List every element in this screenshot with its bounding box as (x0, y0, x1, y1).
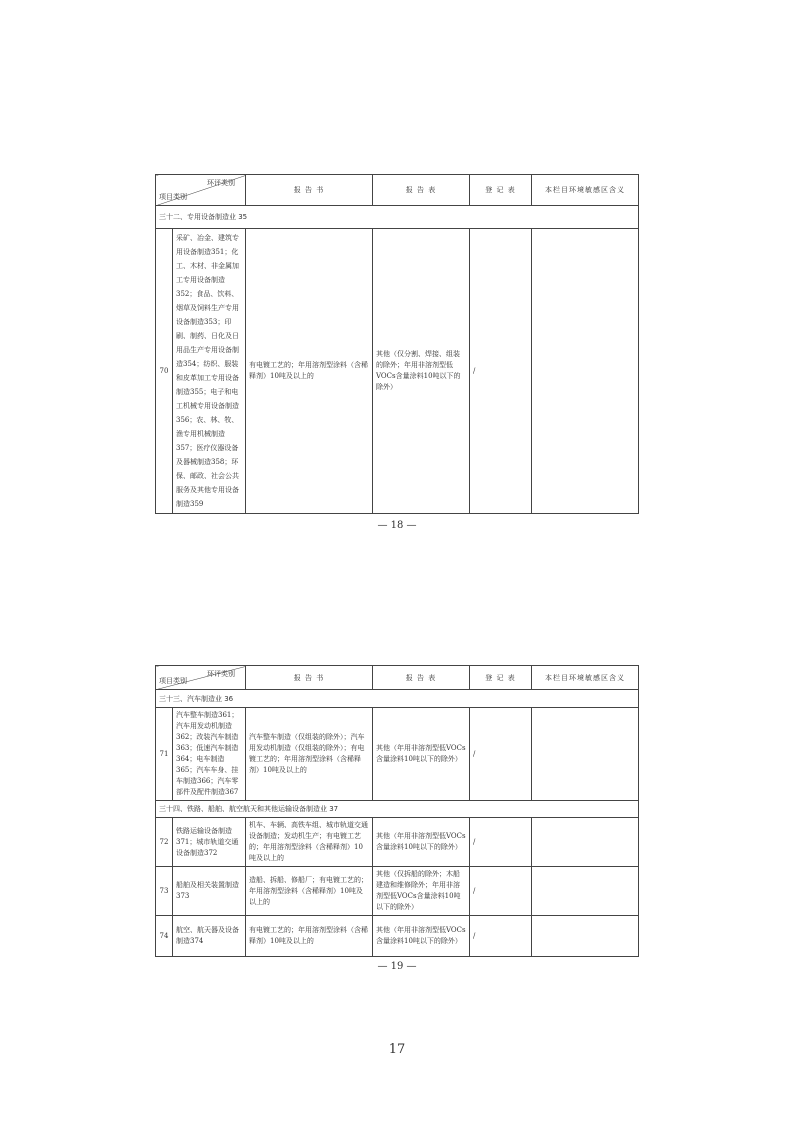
report-table-cell: 其他（年用非溶剂型低VOCs含量涂料10吨以下的除外） (373, 818, 470, 867)
table-row (156, 818, 639, 867)
row-number: 74 (156, 916, 173, 957)
col-report-table: 报 告 表 (373, 175, 470, 206)
env-category-label: 环评类别 (207, 179, 235, 187)
item-category-label: 项目类别 (159, 193, 187, 201)
report-table-cell: 其他（仅分割、焊接、组装的除外；年用非溶剂型低VOCs含量涂料10吨以下的除外） (373, 229, 470, 514)
table-row (156, 708, 639, 801)
diagonal-header-cell (156, 666, 246, 690)
report-table-cell: 其他（年用非溶剂型低VOCs含量涂料10吨以下的除外） (373, 708, 470, 801)
table-row (156, 229, 639, 514)
report-book-cell: 有电镀工艺的；年用溶剂型涂料（含稀释剂）10吨及以上的 (246, 916, 373, 957)
table-header (156, 175, 639, 206)
category-cell: 铁路运输设备制造371；城市轨道交通设备制造372 (173, 818, 246, 867)
table-header (156, 666, 639, 690)
col-report-table: 报 告 表 (373, 666, 470, 690)
registration-cell: / (470, 867, 532, 916)
report-book-cell: 有电镀工艺的；年用溶剂型涂料（含稀释剂）10吨及以上的 (246, 229, 373, 514)
col-sensitive: 本栏目环境敏感区含义 (532, 666, 639, 690)
table-row (156, 867, 639, 916)
row-number: 70 (156, 229, 173, 514)
row-number: 71 (156, 708, 173, 801)
env-category-label: 环评类别 (207, 670, 235, 678)
registration-cell: / (470, 229, 532, 514)
row-number: 73 (156, 867, 173, 916)
category-cell: 采矿、冶金、建筑专用设备制造351；化工、木材、非金属加工专用设备制造352；食品、饮料、烟草及饲料生产专用设备制造353；印刷、制药、日化及日用品生产专用设备制造354；纺织、服装和皮革加工专用设备制造355；电子和电工机械专用设备制造356；农、林、牧、渔专用机械制造357；医疗仪器设备及器械制造358；环保、邮政、社会公共服务及其他专用设备制造359 (173, 229, 246, 514)
section-heading: 三十四、铁路、船舶、航空航天和其他运输设备制造业 37 (156, 801, 639, 818)
section-heading: 三十三、汽车制造业 36 (156, 690, 639, 708)
col-sensitive: 本栏目环境敏感区含义 (532, 175, 639, 206)
sensitive-cell (532, 916, 639, 957)
category-cell: 航空、航天器及设备制造374 (173, 916, 246, 957)
category-cell: 汽车整车制造361；汽车用发动机制造362；改装汽车制造363；低速汽车制造364；电车制造365；汽车车身、挂车制造366；汽车零部件及配件制造367 (173, 708, 246, 801)
page-number: — 18 — (377, 520, 417, 531)
report-book-cell: 汽车整车制造（仅组装的除外）；汽车用发动机制造（仅组装的除外）；有电镀工艺的；年用溶剂型涂料（含稀释剂）10吨及以上的 (246, 708, 373, 801)
report-table-cell: 其他（年用非溶剂型低VOCs含量涂料10吨以下的除外） (373, 916, 470, 957)
registration-cell: / (470, 708, 532, 801)
table-row (156, 916, 639, 957)
report-book-cell: 机车、车辆、高铁车组、城市轨道交通设备制造；发动机生产；有电镀工艺的；年用溶剂型涂料（含稀释剂）10吨及以上的 (246, 818, 373, 867)
footer-page-number: 17 (388, 1042, 406, 1057)
col-registration: 登 记 表 (470, 666, 532, 690)
sensitive-cell (532, 229, 639, 514)
registration-cell: / (470, 818, 532, 867)
sensitive-cell (532, 708, 639, 801)
row-number: 72 (156, 818, 173, 867)
table-page-19 (155, 665, 639, 957)
diagonal-header-cell (156, 175, 246, 206)
sensitive-cell (532, 818, 639, 867)
report-book-cell: 造船、拆船、修船厂；有电镀工艺的；年用溶剂型涂料（含稀释剂）10吨及以上的 (246, 867, 373, 916)
sensitive-cell (532, 867, 639, 916)
col-registration: 登 记 表 (470, 175, 532, 206)
section-heading: 三十二、专用设备制造业 35 (156, 206, 639, 229)
col-report-book: 报 告 书 (246, 175, 373, 206)
category-cell: 船舶及相关装置制造373 (173, 867, 246, 916)
table-page-18 (155, 174, 639, 514)
item-category-label: 项目类别 (159, 677, 187, 685)
page-number: — 19 — (377, 961, 417, 972)
registration-cell: / (470, 916, 532, 957)
report-table-cell: 其他（仅拆船的除外；木船建造和维修除外；年用非溶剂型低VOCs含量涂料10吨以下的除外） (373, 867, 470, 916)
col-report-book: 报 告 书 (246, 666, 373, 690)
